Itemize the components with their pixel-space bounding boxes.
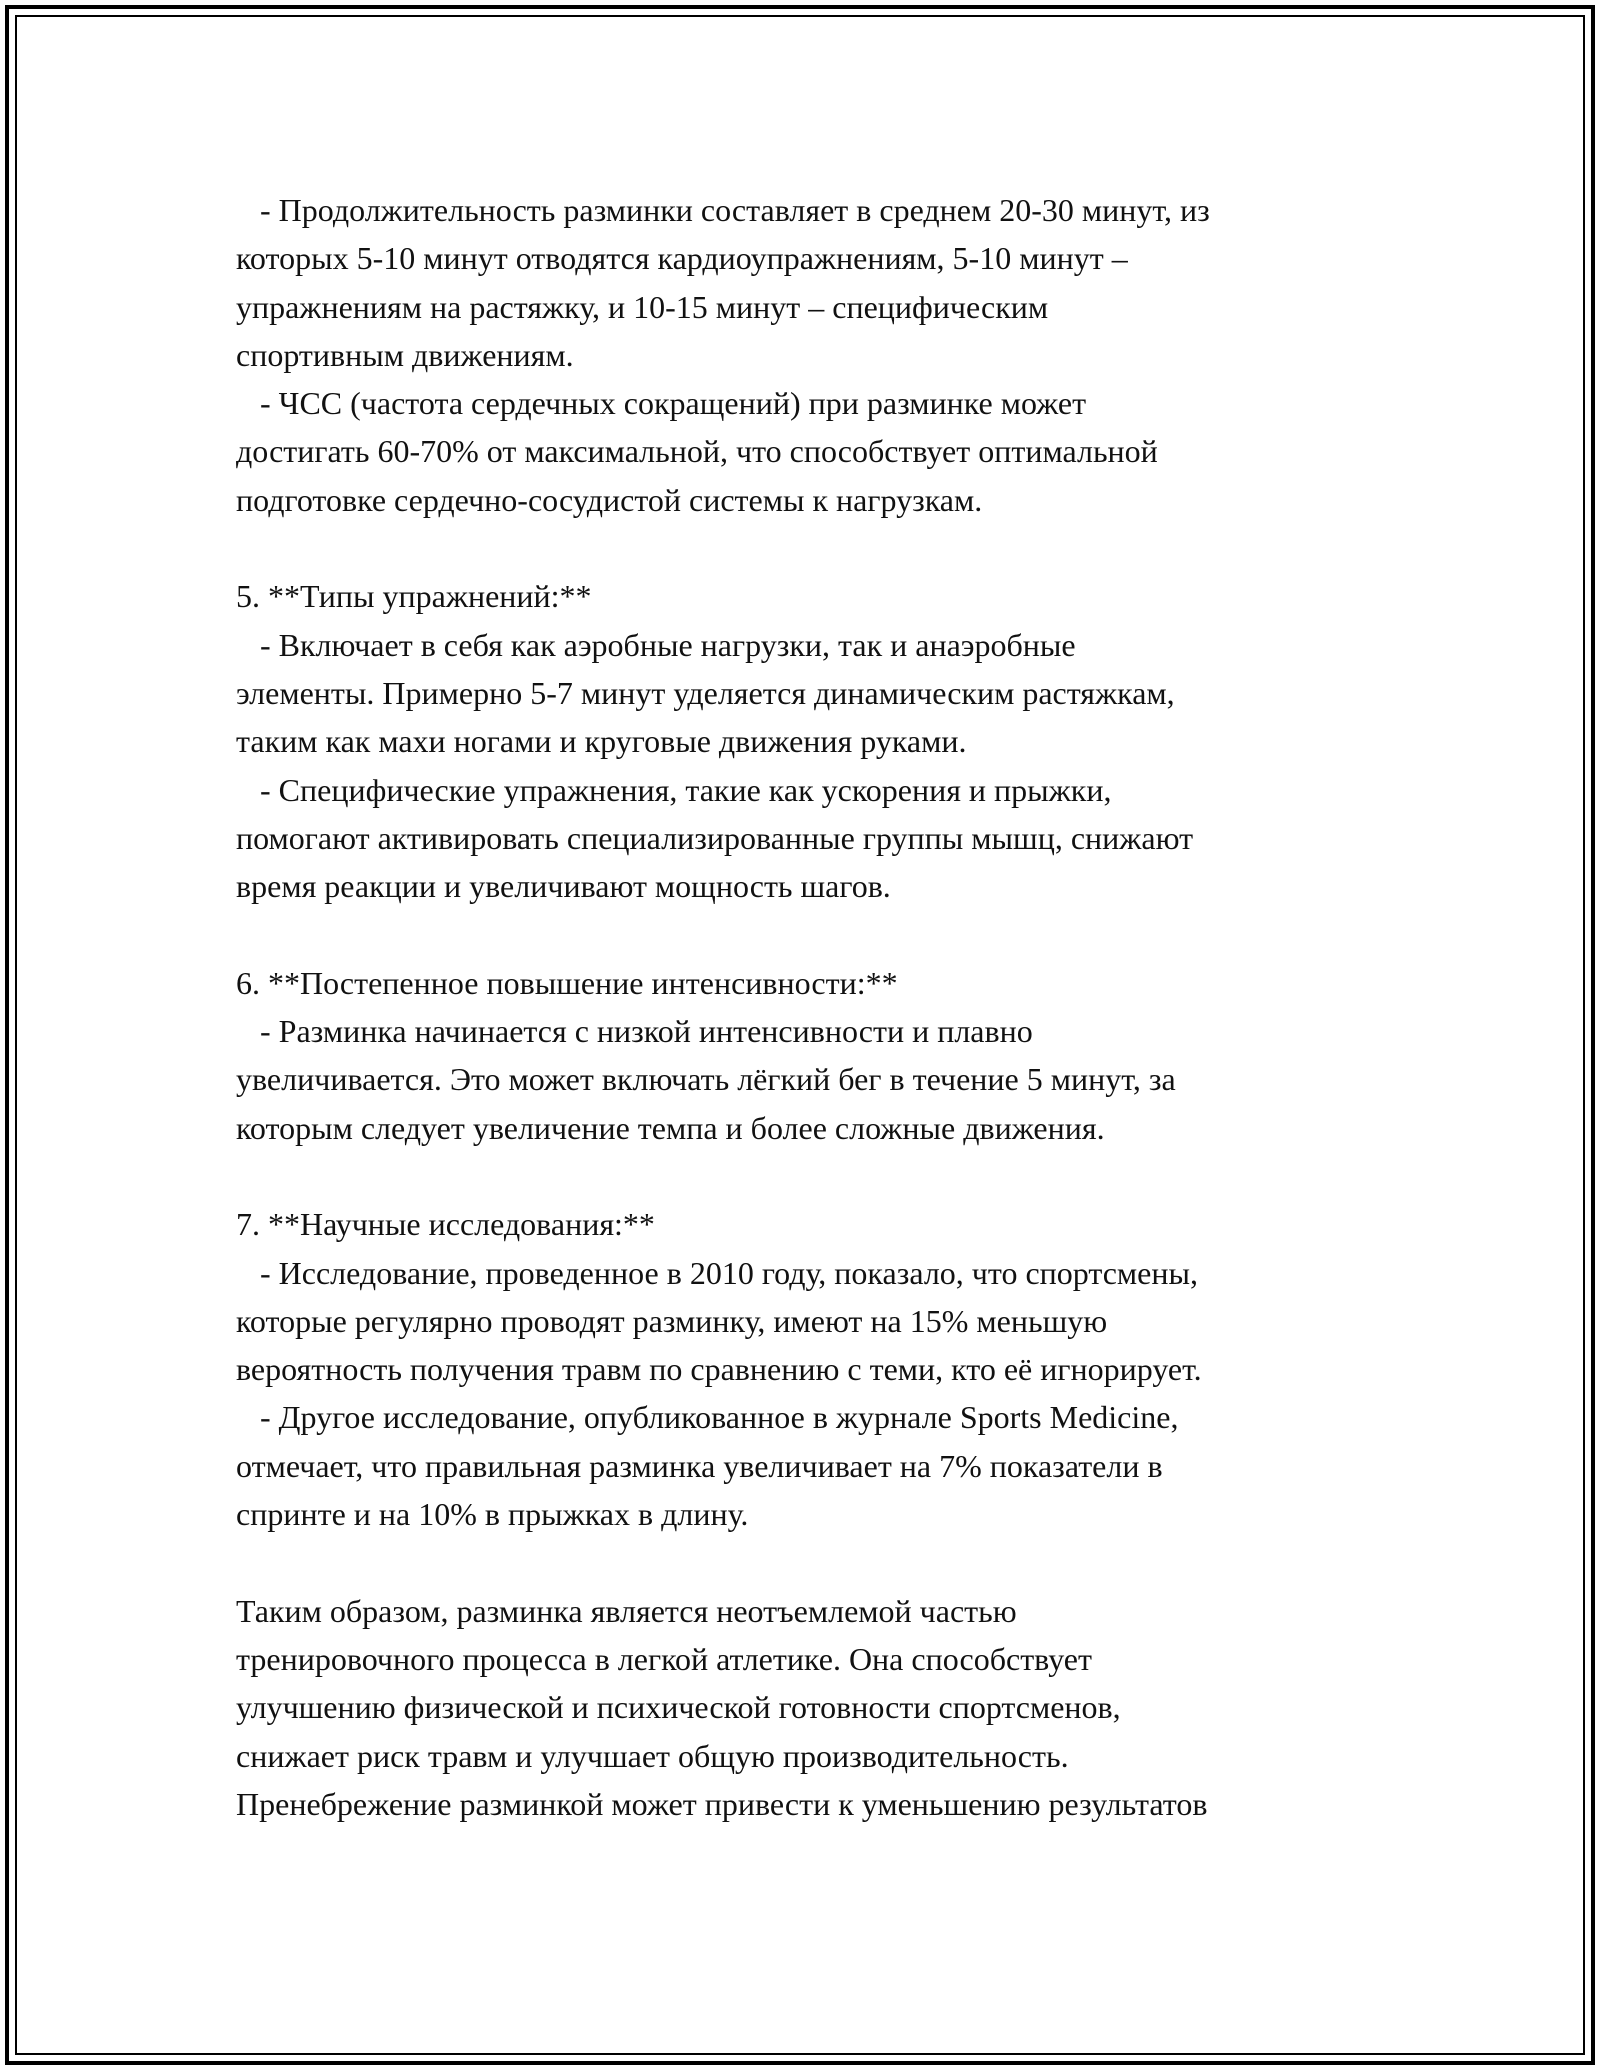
document-body [236,186,1416,1828]
text-line: таким как махи ногами и круговые движения руками. [236,723,967,760]
text-line: время реакции и увеличивают мощность шагов. [236,868,891,905]
text-line: упражнениям на растяжку, и 10-15 минут – специфическим [236,288,1049,325]
text-line: подготовке сердечно-сосудистой системы к нагрузкам. [236,481,983,518]
text-line: спортивным движениям. [236,336,574,373]
text-line: элементы. Примерно 5-7 минут уделяется динамическим растяжкам, [236,674,1175,711]
text-line: Пренебрежение разминкой может привести к уменьшению результатов [236,1785,1208,1822]
text-line: - Продолжительность разминки составляет в среднем 20-30 минут, из [236,192,1210,228]
text-line: отмечает, что правильная разминка увеличивает на 7% показатели в [236,1447,1163,1484]
text-line: увеличивается. Это может включать лёгкий бег в течение 5 минут, за [236,1061,1176,1098]
text-line: снижает риск травм и улучшает общую производительность. [236,1737,1069,1774]
blank-line [236,910,1416,958]
text-line: 5. **Типы упражнений:** [236,578,592,615]
blank-line [236,1538,1416,1586]
text-line: помогают активировать специализированные группы мышц, снижают [236,819,1194,856]
text-line: тренировочного процесса в легкой атлетике. Она способствует [236,1640,1092,1677]
text-line: достигать 60-70% от максимальной, что способствует оптимальной [236,433,1158,470]
text-line: 6. **Постепенное повышение интенсивности:** [236,964,898,1001]
text-line: - Исследование, проведенное в 2010 году, показало, что спортсмены, [236,1254,1198,1291]
text-line: вероятность получения травм по сравнению с теми, кто её игнорирует. [236,1351,1202,1388]
text-line: - Специфические упражнения, такие как ускорения и прыжки, [236,771,1112,808]
text-line: спринте и на 10% в прыжках в длину. [236,1496,749,1533]
text-line: - ЧСС (частота сердечных сокращений) при разминке может [236,385,1087,422]
text-line: - Другое исследование, опубликованное в журнале Sports Medicine, [236,1399,1179,1436]
text-line: Таким образом, разминка является неотъемлемой частью [236,1592,1017,1629]
text-line: которых 5-10 минут отводятся кардиоупражнениям, 5-10 минут – [236,240,1128,277]
text-line: - Включает в себя как аэробные нагрузки, так и анаэробные [236,626,1076,663]
blank-line [236,1152,1416,1200]
blank-line [236,524,1416,572]
text-line: - Разминка начинается с низкой интенсивности и плавно [236,1013,1033,1050]
text-line: улучшению физической и психической готовности спортсменов, [236,1689,1121,1726]
text-line: которые регулярно проводят разминку, имеют на 15% меньшую [236,1302,1108,1339]
text-line: 7. **Научные исследования:** [236,1206,655,1243]
text-line: которым следует увеличение темпа и более сложные движения. [236,1109,1105,1146]
